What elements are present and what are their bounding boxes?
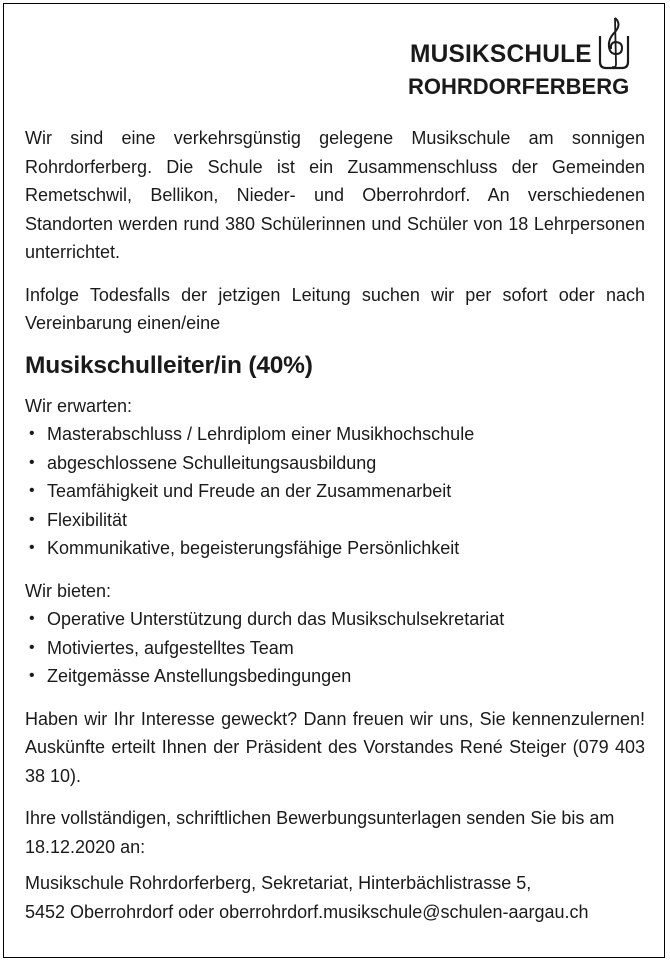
treble-clef-logo-icon xyxy=(596,14,632,72)
offer-heading: Wir bieten: xyxy=(25,580,112,601)
bullet-icon: • xyxy=(29,638,35,656)
address-line-1: Musikschule Rohrdorferberg, Sekretariat, Hinterbächlistrasse 5, xyxy=(25,873,532,893)
list-item: • Motiviertes, aufgestelltes Team xyxy=(25,634,645,663)
bullet-icon: • xyxy=(29,610,35,627)
ad-content xyxy=(25,124,645,926)
bullet-icon: • xyxy=(29,510,35,528)
list-item: • Flexibilität xyxy=(25,506,645,535)
list-item: • abgeschlossene Schulleitungsausbildung xyxy=(25,449,645,478)
bullet-icon: • xyxy=(29,425,35,442)
bullet-icon: • xyxy=(29,539,35,556)
list-item: • Kommunikative, begeisterungsfähige Persönlichkeit xyxy=(25,534,645,563)
logo-line-2: ROHRDORFERBERG xyxy=(408,74,630,99)
application-paragraph: Ihre vollständigen, schriftlichen Bewerbungsunterlagen senden Sie bis am 18.12.2020 an: xyxy=(25,808,615,857)
contact-paragraph: Haben wir Ihr Interesse geweckt? Dann freuen wir uns, Sie kennenzulernen! Auskünfte erteilt Ihnen der Präsident des Vorstandes René Steiger (079 403 38 10). xyxy=(25,708,645,786)
bullet-icon: • xyxy=(29,482,35,499)
job-title: Musikschulleiter/in (40%) xyxy=(25,351,313,379)
intro-paragraph: Wir sind eine verkehrsgünstig gelegene Musikschule am sonnigen Rohrdorferberg. Die Schule ist ein Zusammenschluss der Gemeinden Remetschwil, Bellikon, Nieder- und Oberrohrdorf. An verschiedenen Standorten werden rund 380 Schülerinnen und Schüler von 18 Lehrpersonen unterrichtet. xyxy=(25,128,645,262)
bullet-icon: • xyxy=(29,667,35,684)
list-item: • Teamfähigkeit und Freude an der Zusammenarbeit xyxy=(25,477,645,506)
expect-heading: Wir erwarten: xyxy=(25,395,133,416)
list-item: • Masterabschluss / Lehrdiplom einer Musikhochschule xyxy=(25,420,645,449)
school-logo xyxy=(410,14,640,106)
offer-list xyxy=(25,605,645,691)
list-item: • Operative Unterstützung durch das Musikschulsekretariat xyxy=(25,605,645,634)
bullet-icon: • xyxy=(29,453,35,471)
address-line-2: 5452 Oberrohrdorf oder oberrohrdorf.musikschule@schulen-aargau.ch xyxy=(25,901,589,922)
expect-list xyxy=(25,420,645,563)
logo-line-1: MUSIKSCHULE xyxy=(410,40,592,68)
list-item: • Zeitgemässe Anstellungsbedingungen xyxy=(25,662,645,691)
vacancy-paragraph: Infolge Todesfalls der jetzigen Leitung suchen wir per sofort oder nach Vereinbarung einen/eine xyxy=(25,284,645,333)
